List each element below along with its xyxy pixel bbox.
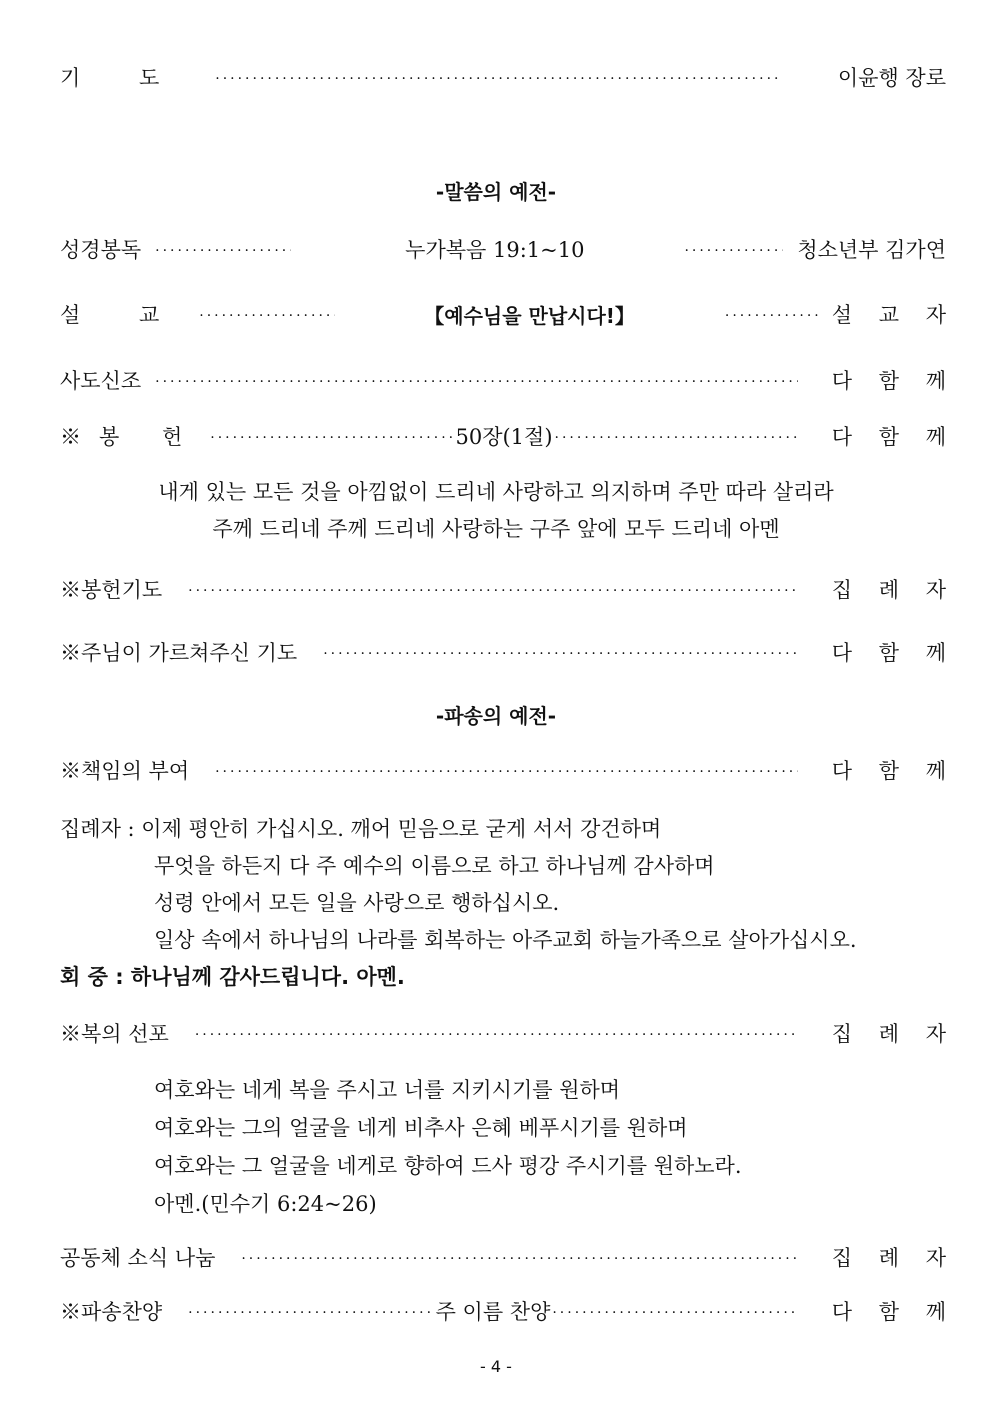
commission-text xyxy=(60,811,661,848)
announcements-label: 공동체 소식 나눔 xyxy=(60,1246,216,1270)
commission-label: ※책임의 부여 xyxy=(60,759,190,783)
dot-leader xyxy=(555,431,798,445)
offering-prayer-row xyxy=(60,572,956,606)
sending-hymn-label: ※파송찬양 xyxy=(60,1300,163,1324)
lyrics-line: 주께 드리네 주께 드리네 사랑하는 구주 앞에 모두 드리네 아멘 xyxy=(212,517,780,541)
sending-hymn-leader: 다 함 께 xyxy=(831,1300,956,1324)
dot-leader xyxy=(155,244,291,258)
sermon-preacher: 설 교 자 xyxy=(831,303,956,327)
scripture-reader: 청소년부 김가연 xyxy=(797,238,946,262)
dot-leader xyxy=(188,584,798,598)
lords-prayer-leader: 다 함 께 xyxy=(831,641,956,665)
sermon-title: 【예수님을 만납시다!】 xyxy=(424,303,635,328)
heading-word-liturgy: -말씀의 예전- xyxy=(435,180,557,204)
dot-leader xyxy=(323,647,798,661)
scripture-reference: 누가복음 19:1~10 xyxy=(405,238,585,262)
dot-leader xyxy=(199,309,335,323)
offering-row xyxy=(60,419,956,453)
dot-leader xyxy=(241,1252,797,1266)
sermon-label: 설 교 xyxy=(60,303,186,327)
commission-leader: 다 함 께 xyxy=(831,759,956,783)
dot-leader xyxy=(684,244,783,258)
lords-prayer-label: ※주님이 가르쳐주신 기도 xyxy=(60,641,298,665)
announcements-row xyxy=(60,1240,956,1274)
creed-label: 사도신조 xyxy=(60,369,142,393)
sending-hymn-title: 주 이름 찬양 xyxy=(435,1300,551,1324)
prayer-leader: 이윤행 장로 xyxy=(837,66,946,90)
prayer-label: 기 도 xyxy=(60,66,186,90)
benediction-label: ※복의 선포 xyxy=(60,1022,169,1046)
page-number: - 4 - xyxy=(480,1357,512,1376)
benediction-line: 여호와는 네게 복을 주시고 너를 지키시기를 원하며 xyxy=(154,1078,621,1102)
commission-line: 일상 속에서 하나님의 나라를 회복하는 아주교회 하늘가족으로 살아가십시오. xyxy=(154,928,857,952)
benediction-line: 여호와는 그 얼굴을 네게로 향하여 드사 평강 주시기를 원하노라. xyxy=(154,1154,742,1178)
commission-line: 무엇을 하든지 다 주 예수의 이름으로 하고 하나님께 감사하며 xyxy=(154,854,715,878)
dot-leader xyxy=(210,431,453,445)
commission-continued xyxy=(154,848,857,959)
sermon-row xyxy=(60,297,956,331)
benediction-row xyxy=(60,1016,956,1050)
dot-leader xyxy=(552,1306,797,1320)
sending-hymn-row xyxy=(60,1294,956,1328)
benediction-text xyxy=(154,1071,742,1223)
offering-hymn: 50장(1절) xyxy=(455,425,553,449)
lyrics-line: 내게 있는 모든 것을 아낌없이 드리네 사랑하고 의지하며 주만 따라 살리라 xyxy=(158,480,834,504)
congregation-response: 회 중 : 하나님께 감사드립니다. 아멘. xyxy=(60,965,405,989)
offering-lyrics xyxy=(0,474,992,548)
lords-prayer-row xyxy=(60,635,956,669)
offering-prayer-leader: 집 례 자 xyxy=(831,578,956,602)
benediction-line: 여호와는 그의 얼굴을 네게 비추사 은혜 베푸시기를 원하며 xyxy=(154,1116,688,1140)
offering-leader: 다 함 께 xyxy=(831,425,956,449)
prayer-row xyxy=(60,60,946,94)
benediction-leader: 집 례 자 xyxy=(831,1022,956,1046)
benediction-line: 아멘.(민수기 6:24~26) xyxy=(154,1192,377,1216)
creed-leader: 다 함 께 xyxy=(831,369,956,393)
dot-leader xyxy=(215,72,778,86)
scripture-row xyxy=(60,232,946,266)
announcements-leader: 집 례 자 xyxy=(831,1246,956,1270)
commission-line: 성령 안에서 모든 일을 사랑으로 행하십시오. xyxy=(154,891,560,915)
dot-leader xyxy=(188,1306,433,1320)
dot-leader xyxy=(215,765,798,779)
heading-sending-liturgy: -파송의 예전- xyxy=(435,704,557,728)
offering-label: ※봉 헌 xyxy=(60,425,201,449)
commission-row xyxy=(60,753,956,787)
dot-leader xyxy=(725,309,818,323)
offering-prayer-label: ※봉헌기도 xyxy=(60,578,163,602)
commission-lead-line: 집례자 : 이제 평안히 가십시오. 깨어 믿음으로 굳게 서서 강건하며 xyxy=(60,817,662,841)
creed-row xyxy=(60,363,956,397)
dot-leader xyxy=(195,1028,798,1042)
scripture-label: 성경봉독 xyxy=(60,238,142,262)
dot-leader xyxy=(155,375,798,389)
